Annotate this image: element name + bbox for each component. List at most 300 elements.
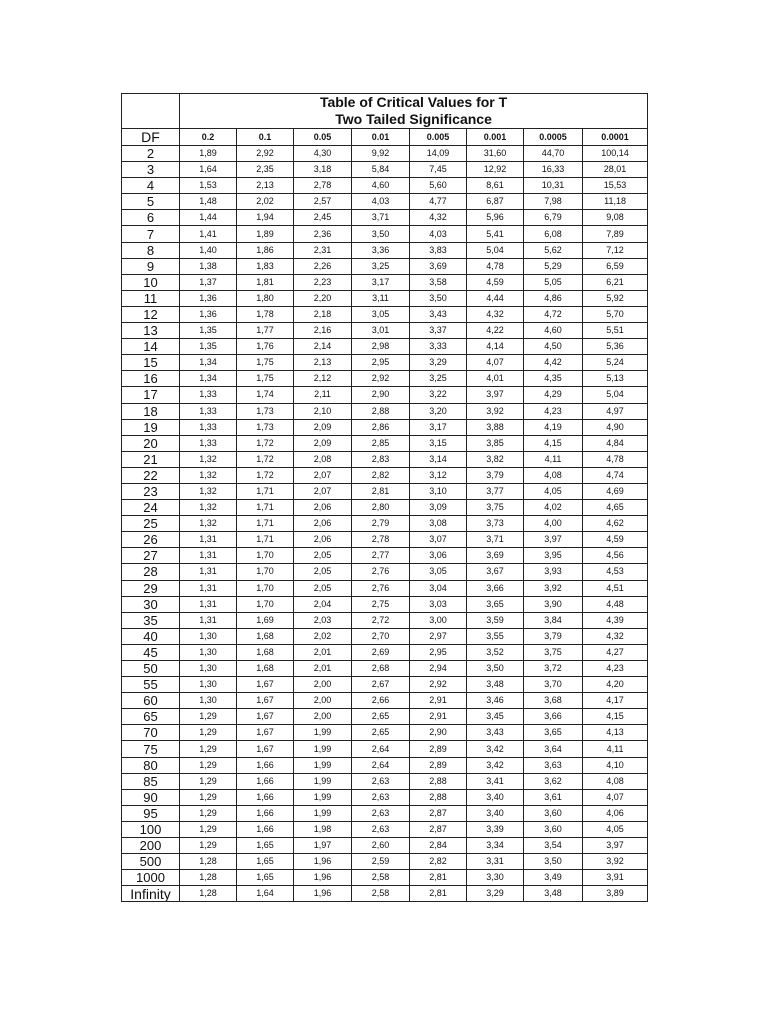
df-cell: 23 bbox=[122, 483, 180, 499]
value-cell: 5,36 bbox=[583, 339, 648, 355]
value-cell: 1,89 bbox=[237, 226, 294, 242]
value-cell: 2,67 bbox=[352, 677, 410, 693]
column-header: 0.001 bbox=[467, 129, 524, 146]
value-cell: 3,17 bbox=[352, 274, 410, 290]
df-cell: 18 bbox=[122, 403, 180, 419]
value-cell: 1,73 bbox=[237, 403, 294, 419]
value-cell: 2,11 bbox=[294, 387, 352, 403]
value-cell: 4,17 bbox=[583, 693, 648, 709]
value-cell: 3,69 bbox=[410, 258, 467, 274]
value-cell: 4,65 bbox=[583, 500, 648, 516]
value-cell: 1,31 bbox=[180, 612, 237, 628]
table-row bbox=[122, 178, 648, 194]
value-cell: 4,20 bbox=[583, 677, 648, 693]
value-cell: 2,84 bbox=[410, 838, 467, 854]
value-cell: 2,16 bbox=[294, 323, 352, 339]
value-cell: 4,74 bbox=[583, 467, 648, 483]
value-cell: 9,08 bbox=[583, 210, 648, 226]
value-cell: 1,68 bbox=[237, 661, 294, 677]
df-cell: 35 bbox=[122, 612, 180, 628]
table-row bbox=[122, 773, 648, 789]
table-row bbox=[122, 870, 648, 886]
value-cell: 3,46 bbox=[467, 693, 524, 709]
value-cell: 2,01 bbox=[294, 661, 352, 677]
value-cell: 4,51 bbox=[583, 580, 648, 596]
value-cell: 7,98 bbox=[524, 194, 583, 210]
value-cell: 3,64 bbox=[524, 741, 583, 757]
value-cell: 3,25 bbox=[352, 258, 410, 274]
value-cell: 4,56 bbox=[583, 548, 648, 564]
value-cell: 1,32 bbox=[180, 516, 237, 532]
value-cell: 1,29 bbox=[180, 709, 237, 725]
value-cell: 1,80 bbox=[237, 290, 294, 306]
value-cell: 1,34 bbox=[180, 371, 237, 387]
df-cell: 27 bbox=[122, 548, 180, 564]
value-cell: 4,44 bbox=[467, 290, 524, 306]
value-cell: 1,35 bbox=[180, 323, 237, 339]
value-cell: 2,02 bbox=[237, 194, 294, 210]
value-cell: 2,87 bbox=[410, 821, 467, 837]
value-cell: 3,43 bbox=[410, 306, 467, 322]
df-cell: 4 bbox=[122, 178, 180, 194]
value-cell: 3,40 bbox=[467, 789, 524, 805]
value-cell: 3,01 bbox=[352, 323, 410, 339]
table-row bbox=[122, 323, 648, 339]
value-cell: 3,05 bbox=[410, 564, 467, 580]
value-cell: 1,29 bbox=[180, 805, 237, 821]
value-cell: 1,40 bbox=[180, 242, 237, 258]
df-cell: 13 bbox=[122, 323, 180, 339]
df-cell: 50 bbox=[122, 661, 180, 677]
value-cell: 2,65 bbox=[352, 725, 410, 741]
value-cell: 1,71 bbox=[237, 532, 294, 548]
value-cell: 2,90 bbox=[352, 387, 410, 403]
df-cell: 1000 bbox=[122, 870, 180, 886]
value-cell: 2,09 bbox=[294, 419, 352, 435]
value-cell: 5,05 bbox=[524, 274, 583, 290]
value-cell: 3,29 bbox=[410, 355, 467, 371]
df-cell: 85 bbox=[122, 773, 180, 789]
table-row bbox=[122, 886, 648, 902]
value-cell: 2,76 bbox=[352, 564, 410, 580]
value-cell: 2,92 bbox=[352, 371, 410, 387]
value-cell: 3,71 bbox=[352, 210, 410, 226]
critical-values-table-container bbox=[121, 93, 647, 902]
value-cell: 3,69 bbox=[467, 548, 524, 564]
value-cell: 1,29 bbox=[180, 838, 237, 854]
column-header: 0.2 bbox=[180, 129, 237, 146]
table-row bbox=[122, 628, 648, 644]
value-cell: 1,89 bbox=[180, 146, 237, 162]
value-cell: 2,78 bbox=[352, 532, 410, 548]
value-cell: 3,61 bbox=[524, 789, 583, 805]
value-cell: 1,44 bbox=[180, 210, 237, 226]
df-cell: 17 bbox=[122, 387, 180, 403]
value-cell: 4,35 bbox=[524, 371, 583, 387]
value-cell: 1,32 bbox=[180, 451, 237, 467]
value-cell: 1,29 bbox=[180, 789, 237, 805]
value-cell: 2,35 bbox=[237, 162, 294, 178]
column-header: 0.05 bbox=[294, 129, 352, 146]
value-cell: 2,83 bbox=[352, 451, 410, 467]
table-row bbox=[122, 516, 648, 532]
value-cell: 4,84 bbox=[583, 435, 648, 451]
df-cell: 22 bbox=[122, 467, 180, 483]
value-cell: 1,33 bbox=[180, 403, 237, 419]
table-row bbox=[122, 387, 648, 403]
value-cell: 4,08 bbox=[583, 773, 648, 789]
table-row bbox=[122, 725, 648, 741]
value-cell: 5,62 bbox=[524, 242, 583, 258]
value-cell: 31,60 bbox=[467, 146, 524, 162]
table-row bbox=[122, 435, 648, 451]
value-cell: 7,45 bbox=[410, 162, 467, 178]
value-cell: 4,69 bbox=[583, 483, 648, 499]
value-cell: 2,07 bbox=[294, 483, 352, 499]
value-cell: 3,55 bbox=[467, 628, 524, 644]
value-cell: 1,70 bbox=[237, 580, 294, 596]
value-cell: 5,84 bbox=[352, 162, 410, 178]
value-cell: 100,14 bbox=[583, 146, 648, 162]
value-cell: 1,67 bbox=[237, 725, 294, 741]
value-cell: 2,94 bbox=[410, 661, 467, 677]
value-cell: 1,28 bbox=[180, 854, 237, 870]
value-cell: 4,19 bbox=[524, 419, 583, 435]
value-cell: 4,05 bbox=[583, 821, 648, 837]
value-cell: 4,59 bbox=[583, 532, 648, 548]
value-cell: 1,99 bbox=[294, 773, 352, 789]
value-cell: 1,97 bbox=[294, 838, 352, 854]
value-cell: 1,28 bbox=[180, 886, 237, 902]
value-cell: 3,92 bbox=[467, 403, 524, 419]
value-cell: 3,30 bbox=[467, 870, 524, 886]
value-cell: 3,40 bbox=[467, 805, 524, 821]
value-cell: 1,36 bbox=[180, 290, 237, 306]
df-cell: 75 bbox=[122, 741, 180, 757]
value-cell: 1,73 bbox=[237, 419, 294, 435]
value-cell: 2,00 bbox=[294, 677, 352, 693]
value-cell: 4,15 bbox=[524, 435, 583, 451]
value-cell: 4,06 bbox=[583, 805, 648, 821]
value-cell: 15,53 bbox=[583, 178, 648, 194]
value-cell: 1,67 bbox=[237, 693, 294, 709]
df-cell: 7 bbox=[122, 226, 180, 242]
value-cell: 1,53 bbox=[180, 178, 237, 194]
value-cell: 3,42 bbox=[467, 757, 524, 773]
table-row bbox=[122, 661, 648, 677]
value-cell: 1,29 bbox=[180, 773, 237, 789]
value-cell: 3,07 bbox=[410, 532, 467, 548]
value-cell: 4,13 bbox=[583, 725, 648, 741]
df-cell: 2 bbox=[122, 146, 180, 162]
value-cell: 2,86 bbox=[352, 419, 410, 435]
value-cell: 2,58 bbox=[352, 886, 410, 902]
value-cell: 1,72 bbox=[237, 451, 294, 467]
df-cell: 19 bbox=[122, 419, 180, 435]
value-cell: 3,12 bbox=[410, 467, 467, 483]
value-cell: 3,75 bbox=[524, 644, 583, 660]
value-cell: 4,11 bbox=[583, 741, 648, 757]
value-cell: 4,30 bbox=[294, 146, 352, 162]
value-cell: 3,08 bbox=[410, 516, 467, 532]
df-cell: 55 bbox=[122, 677, 180, 693]
df-cell: 26 bbox=[122, 532, 180, 548]
value-cell: 44,70 bbox=[524, 146, 583, 162]
value-cell: 2,85 bbox=[352, 435, 410, 451]
column-header: 0.0001 bbox=[583, 129, 648, 146]
value-cell: 11,18 bbox=[583, 194, 648, 210]
value-cell: 4,32 bbox=[410, 210, 467, 226]
value-cell: 3,65 bbox=[467, 596, 524, 612]
df-cell: 14 bbox=[122, 339, 180, 355]
value-cell: 2,95 bbox=[352, 355, 410, 371]
value-cell: 1,29 bbox=[180, 725, 237, 741]
value-cell: 4,01 bbox=[467, 371, 524, 387]
table-title bbox=[180, 94, 648, 129]
value-cell: 2,26 bbox=[294, 258, 352, 274]
value-cell: 1,99 bbox=[294, 725, 352, 741]
table-row bbox=[122, 162, 648, 178]
value-cell: 2,09 bbox=[294, 435, 352, 451]
value-cell: 3,37 bbox=[410, 323, 467, 339]
value-cell: 4,03 bbox=[410, 226, 467, 242]
value-cell: 3,97 bbox=[524, 532, 583, 548]
value-cell: 2,81 bbox=[352, 483, 410, 499]
value-cell: 2,00 bbox=[294, 693, 352, 709]
value-cell: 3,95 bbox=[524, 548, 583, 564]
value-cell: 1,68 bbox=[237, 644, 294, 660]
value-cell: 8,61 bbox=[467, 178, 524, 194]
value-cell: 1,75 bbox=[237, 371, 294, 387]
value-cell: 4,10 bbox=[583, 757, 648, 773]
value-cell: 3,00 bbox=[410, 612, 467, 628]
value-cell: 6,59 bbox=[583, 258, 648, 274]
df-cell: 11 bbox=[122, 290, 180, 306]
value-cell: 1,71 bbox=[237, 483, 294, 499]
value-cell: 2,98 bbox=[352, 339, 410, 355]
df-cell: 500 bbox=[122, 854, 180, 870]
value-cell: 1,30 bbox=[180, 693, 237, 709]
value-cell: 3,88 bbox=[467, 419, 524, 435]
value-cell: 3,79 bbox=[467, 467, 524, 483]
value-cell: 3,93 bbox=[524, 564, 583, 580]
table-row bbox=[122, 339, 648, 355]
value-cell: 1,29 bbox=[180, 757, 237, 773]
value-cell: 2,79 bbox=[352, 516, 410, 532]
value-cell: 3,65 bbox=[524, 725, 583, 741]
value-cell: 3,71 bbox=[467, 532, 524, 548]
table-row bbox=[122, 483, 648, 499]
value-cell: 1,66 bbox=[237, 773, 294, 789]
value-cell: 3,09 bbox=[410, 500, 467, 516]
value-cell: 1,67 bbox=[237, 709, 294, 725]
value-cell: 4,50 bbox=[524, 339, 583, 355]
value-cell: 2,20 bbox=[294, 290, 352, 306]
df-cell: 90 bbox=[122, 789, 180, 805]
value-cell: 4,14 bbox=[467, 339, 524, 355]
value-cell: 1,30 bbox=[180, 661, 237, 677]
value-cell: 4,00 bbox=[524, 516, 583, 532]
value-cell: 1,66 bbox=[237, 821, 294, 837]
value-cell: 4,77 bbox=[410, 194, 467, 210]
value-cell: 1,99 bbox=[294, 805, 352, 821]
value-cell: 3,54 bbox=[524, 838, 583, 854]
value-cell: 3,50 bbox=[524, 854, 583, 870]
column-header: 0.01 bbox=[352, 129, 410, 146]
value-cell: 1,67 bbox=[237, 677, 294, 693]
title-line-1: Table of Critical Values for T bbox=[319, 94, 508, 110]
value-cell: 2,12 bbox=[294, 371, 352, 387]
df-cell: 28 bbox=[122, 564, 180, 580]
value-cell: 4,23 bbox=[583, 661, 648, 677]
value-cell: 3,03 bbox=[410, 596, 467, 612]
value-cell: 3,70 bbox=[524, 677, 583, 693]
value-cell: 2,58 bbox=[352, 870, 410, 886]
value-cell: 4,60 bbox=[524, 323, 583, 339]
value-cell: 2,01 bbox=[294, 644, 352, 660]
value-cell: 3,15 bbox=[410, 435, 467, 451]
df-cell: 200 bbox=[122, 838, 180, 854]
value-cell: 3,66 bbox=[524, 709, 583, 725]
table-row bbox=[122, 789, 648, 805]
table-row bbox=[122, 403, 648, 419]
value-cell: 4,29 bbox=[524, 387, 583, 403]
table-row bbox=[122, 274, 648, 290]
value-cell: 1,72 bbox=[237, 435, 294, 451]
value-cell: 3,85 bbox=[467, 435, 524, 451]
value-cell: 1,33 bbox=[180, 435, 237, 451]
value-cell: 1,31 bbox=[180, 596, 237, 612]
value-cell: 3,52 bbox=[467, 644, 524, 660]
value-cell: 3,41 bbox=[467, 773, 524, 789]
value-cell: 4,11 bbox=[524, 451, 583, 467]
value-cell: 3,39 bbox=[467, 821, 524, 837]
value-cell: 3,36 bbox=[352, 242, 410, 258]
table-row bbox=[122, 741, 648, 757]
df-cell: 3 bbox=[122, 162, 180, 178]
value-cell: 5,41 bbox=[467, 226, 524, 242]
value-cell: 3,14 bbox=[410, 451, 467, 467]
value-cell: 3,92 bbox=[524, 580, 583, 596]
value-cell: 2,95 bbox=[410, 644, 467, 660]
value-cell: 2,60 bbox=[352, 838, 410, 854]
value-cell: 1,66 bbox=[237, 805, 294, 821]
value-cell: 3,60 bbox=[524, 805, 583, 821]
value-cell: 2,87 bbox=[410, 805, 467, 821]
value-cell: 4,78 bbox=[467, 258, 524, 274]
value-cell: 1,28 bbox=[180, 870, 237, 886]
value-cell: 1,33 bbox=[180, 419, 237, 435]
table-row bbox=[122, 194, 648, 210]
value-cell: 14,09 bbox=[410, 146, 467, 162]
value-cell: 5,04 bbox=[583, 387, 648, 403]
value-cell: 2,72 bbox=[352, 612, 410, 628]
df-cell: 100 bbox=[122, 821, 180, 837]
value-cell: 3,73 bbox=[467, 516, 524, 532]
value-cell: 3,89 bbox=[583, 886, 648, 902]
value-cell: 2,97 bbox=[410, 628, 467, 644]
value-cell: 2,45 bbox=[294, 210, 352, 226]
value-cell: 2,75 bbox=[352, 596, 410, 612]
value-cell: 2,76 bbox=[352, 580, 410, 596]
value-cell: 1,65 bbox=[237, 838, 294, 854]
value-cell: 1,96 bbox=[294, 886, 352, 902]
value-cell: 3,59 bbox=[467, 612, 524, 628]
table-row bbox=[122, 548, 648, 564]
value-cell: 4,32 bbox=[583, 628, 648, 644]
title-row bbox=[122, 94, 648, 129]
value-cell: 1,81 bbox=[237, 274, 294, 290]
table-row bbox=[122, 838, 648, 854]
value-cell: 1,96 bbox=[294, 854, 352, 870]
value-cell: 3,97 bbox=[583, 838, 648, 854]
value-cell: 1,69 bbox=[237, 612, 294, 628]
value-cell: 2,68 bbox=[352, 661, 410, 677]
table-row bbox=[122, 146, 648, 162]
value-cell: 1,64 bbox=[237, 886, 294, 902]
value-cell: 3,20 bbox=[410, 403, 467, 419]
value-cell: 1,99 bbox=[294, 789, 352, 805]
value-cell: 2,63 bbox=[352, 805, 410, 821]
value-cell: 3,48 bbox=[524, 886, 583, 902]
value-cell: 2,05 bbox=[294, 548, 352, 564]
value-cell: 1,29 bbox=[180, 741, 237, 757]
value-cell: 3,18 bbox=[294, 162, 352, 178]
value-cell: 2,06 bbox=[294, 516, 352, 532]
value-cell: 2,78 bbox=[294, 178, 352, 194]
value-cell: 1,72 bbox=[237, 467, 294, 483]
value-cell: 3,25 bbox=[410, 371, 467, 387]
value-cell: 6,87 bbox=[467, 194, 524, 210]
value-cell: 3,60 bbox=[524, 821, 583, 837]
value-cell: 4,03 bbox=[352, 194, 410, 210]
value-cell: 2,88 bbox=[410, 789, 467, 805]
value-cell: 1,96 bbox=[294, 870, 352, 886]
value-cell: 2,90 bbox=[410, 725, 467, 741]
value-cell: 4,97 bbox=[583, 403, 648, 419]
table-row bbox=[122, 371, 648, 387]
value-cell: 1,31 bbox=[180, 548, 237, 564]
value-cell: 3,17 bbox=[410, 419, 467, 435]
value-cell: 2,57 bbox=[294, 194, 352, 210]
value-cell: 3,91 bbox=[583, 870, 648, 886]
table-row bbox=[122, 451, 648, 467]
df-cell: 16 bbox=[122, 371, 180, 387]
value-cell: 2,91 bbox=[410, 709, 467, 725]
value-cell: 1,30 bbox=[180, 677, 237, 693]
df-cell: 29 bbox=[122, 580, 180, 596]
df-cell: 8 bbox=[122, 242, 180, 258]
df-cell: 10 bbox=[122, 274, 180, 290]
value-cell: 1,31 bbox=[180, 564, 237, 580]
value-cell: 2,05 bbox=[294, 580, 352, 596]
table-row bbox=[122, 355, 648, 371]
df-cell: 21 bbox=[122, 451, 180, 467]
table-row bbox=[122, 596, 648, 612]
column-header: 0.1 bbox=[237, 129, 294, 146]
value-cell: 1,65 bbox=[237, 870, 294, 886]
df-cell: 9 bbox=[122, 258, 180, 274]
value-cell: 1,30 bbox=[180, 628, 237, 644]
value-cell: 4,32 bbox=[467, 306, 524, 322]
value-cell: 7,89 bbox=[583, 226, 648, 242]
value-cell: 3,43 bbox=[467, 725, 524, 741]
value-cell: 1,41 bbox=[180, 226, 237, 242]
value-cell: 3,10 bbox=[410, 483, 467, 499]
table-row bbox=[122, 226, 648, 242]
df-cell: 25 bbox=[122, 516, 180, 532]
table-row bbox=[122, 821, 648, 837]
